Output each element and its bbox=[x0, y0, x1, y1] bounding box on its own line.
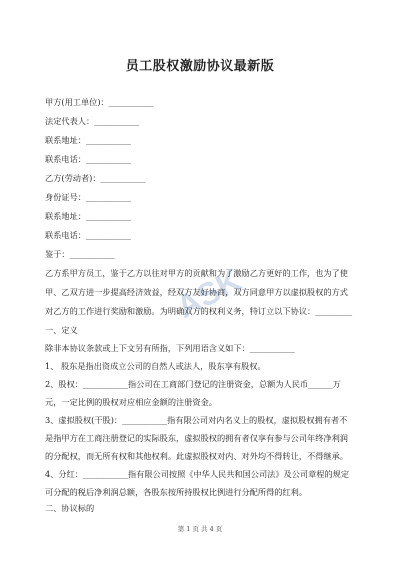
intro-line-3: 对乙方的工作进行奖励和激励。为明确双方的权利义务，特订立以下协议：_________ bbox=[45, 306, 353, 316]
field-whereas: 鉴于：___________ bbox=[45, 249, 115, 259]
definition-shareholder: 1、 股东是指出资成立公司的自然人或法人，股东享有股权。 bbox=[45, 361, 266, 371]
field-legal-representative: 法定代表人：___________ bbox=[45, 116, 140, 126]
definition-virtual-equity-line-3: 的分配权，而无所有权和其他权利。此虚拟股权对内、对外均不得转让，不得继承。 bbox=[45, 451, 348, 461]
section-subject-heading: 二、协议标的 bbox=[45, 503, 95, 513]
field-party-a: 甲方(用工单位)：___________ bbox=[45, 97, 154, 107]
field-phone-b: 联系电话：___________ bbox=[45, 230, 131, 240]
intro-line-1: 乙方系甲方员工，鉴于乙方以往对甲方的贡献和为了激励乙方更好的工作，也为了使 bbox=[45, 268, 348, 278]
field-id-number: 身份证号：___________ bbox=[45, 192, 131, 202]
definition-equity-line-2: 元，一定比例的股权对应相应金额的注册资金。 bbox=[45, 397, 217, 407]
document-title: 员工股权激励协议最新版 bbox=[125, 59, 275, 74]
definition-equity-line-1: 2、股权：___________指公司在工商部门登记的注册资金，总额为人民币______万 bbox=[45, 379, 341, 389]
definition-virtual-equity-line-1: 3、虚拟股权(干股)：___________指有限公司对内名义上的股权，虚拟股权拥有者不 bbox=[45, 415, 348, 425]
field-party-b: 乙方(劳动者)：___________ bbox=[45, 173, 146, 183]
definition-dividend-line-1: 4、分红：___________指有限公司按照《中华人民共和国公司法》及公司章程的规定 bbox=[45, 469, 350, 479]
section-definitions-heading: 一、定义 bbox=[45, 325, 78, 335]
definition-virtual-equity-line-2: 是指甲方在工商注册登记的实际股东，虚拟股权的拥有者仅享有参与公司年终净利润 bbox=[45, 433, 348, 443]
watermark-text: ASK bbox=[170, 261, 247, 326]
intro-line-2: 甲、乙双方进一步提高经济效益，经双方友好协商，双方同意甲方以虚拟股权的方式 bbox=[45, 287, 348, 297]
field-address-a: 联系地址：___________ bbox=[45, 135, 131, 145]
definitions-lead: 除非本协议条款或上下文另有所指，下列用语含义如下：___________ bbox=[45, 343, 295, 353]
definition-dividend-line-2: 可分配的税后净利润总额，各股东按所持股权比例进行分配所得的红利。 bbox=[45, 487, 308, 497]
field-address-b: 联系地址：___________ bbox=[45, 211, 131, 221]
page-footer: 第 1 页 共 4 页 bbox=[177, 525, 223, 533]
field-phone-a: 联系电话：___________ bbox=[45, 154, 131, 164]
